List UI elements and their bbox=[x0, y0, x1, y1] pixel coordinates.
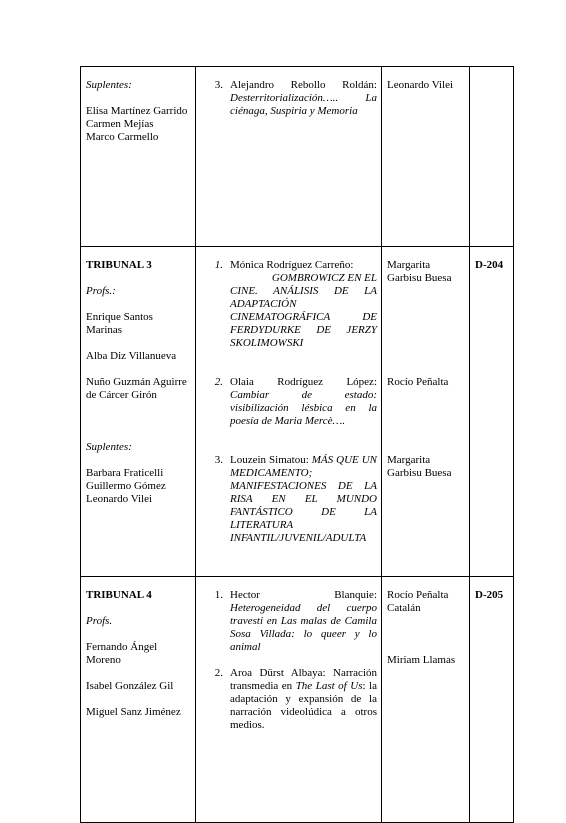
room-code: D-204 bbox=[475, 259, 504, 271]
member-name: Miguel Sanz Jiménez bbox=[86, 706, 181, 718]
author: Aroa Dürst Albaya: Narración transmedia en bbox=[230, 667, 377, 692]
work-title: CINE. ANÁLISIS DE LA ADAPTACIÓN CINEMATOGRÁFICA DE FERDYDURKE DE JERZY SKOLIMOWSKI bbox=[230, 285, 377, 349]
author: Olaia Rodríguez López: bbox=[230, 376, 377, 388]
tutor-name: Rocío Peñalta Catalán bbox=[387, 589, 449, 614]
work-title-rest: : la adaptación y expansión de la narración videolúdica a otros medios. bbox=[230, 680, 377, 731]
room-cell bbox=[470, 67, 514, 247]
work-item bbox=[201, 454, 377, 545]
works-cell bbox=[196, 577, 382, 823]
author: Alejandro Rebollo Roldán: bbox=[230, 79, 377, 91]
item-number: 1. bbox=[214, 259, 223, 271]
suplentes-label: Suplentes: bbox=[86, 79, 132, 91]
item-number: 3. bbox=[214, 79, 223, 91]
member-name: Marco Carmello bbox=[86, 131, 159, 143]
work-item bbox=[201, 79, 377, 118]
member-name: Barbara Fraticelli bbox=[86, 467, 164, 479]
member-name: Enrique Santos Marinas bbox=[86, 311, 153, 336]
tribunal-heading: TRIBUNAL 3 bbox=[86, 259, 152, 271]
works-cell bbox=[196, 247, 382, 577]
room-code: D-205 bbox=[475, 589, 504, 601]
tutor-name: Miriam Llamas bbox=[387, 654, 456, 666]
member-name: Isabel González Gil bbox=[86, 680, 174, 692]
tutor-cell bbox=[382, 67, 470, 247]
member-name: Fernando Ángel Moreno bbox=[86, 641, 158, 666]
tribunal-heading: TRIBUNAL 4 bbox=[86, 589, 152, 601]
author: Louzein Simatou: bbox=[230, 454, 309, 466]
table-row bbox=[81, 67, 514, 247]
item-number: 2. bbox=[214, 667, 223, 679]
member-name: Carmen Mejías bbox=[86, 118, 154, 130]
members-cell bbox=[81, 67, 196, 247]
tutor-name: Leonardo Vilei bbox=[387, 79, 454, 91]
tutor-name: Rocío Peñalta bbox=[387, 376, 449, 388]
work-item bbox=[201, 259, 377, 350]
author: Hector Blanquie: bbox=[230, 589, 377, 601]
tutor-cell bbox=[382, 577, 470, 823]
item-number: 2. bbox=[214, 376, 223, 388]
member-name: Elisa Martínez Garrido bbox=[86, 105, 188, 117]
work-title: Heterogeneidad del cuerpo travesti en Las malas de Camila Sosa Villada: lo queer y lo animal bbox=[230, 602, 377, 653]
item-number: 3. bbox=[214, 454, 223, 466]
room-cell bbox=[470, 247, 514, 577]
work-item bbox=[201, 376, 377, 428]
members-cell bbox=[81, 577, 196, 823]
tutor-name: Margarita Garbisu Buesa bbox=[387, 259, 452, 284]
work-title: The Last of Us bbox=[295, 680, 363, 692]
item-number: 1. bbox=[214, 589, 223, 601]
work-item bbox=[201, 589, 377, 654]
works-cell bbox=[196, 67, 382, 247]
table-row bbox=[81, 577, 514, 823]
tutor-cell bbox=[382, 247, 470, 577]
profs-label: Profs.: bbox=[86, 285, 116, 297]
table-row bbox=[81, 247, 514, 577]
work-title: Cambiar de estado: visibilización lésbica en la poesía de Maria Mercè…. bbox=[230, 389, 377, 427]
member-name: Guillermo Gómez bbox=[86, 480, 166, 492]
member-name: Alba Diz Villanueva bbox=[86, 350, 177, 362]
work-title: MÁS QUE UN MEDICAMENTO; MANIFESTACIONES DE LA RISA EN EL MUNDO FANTÁSTICO DE LA LITERATURA INFANTIL/JUVENIL/ADULTA bbox=[230, 454, 378, 544]
member-name: Leonardo Vilei bbox=[86, 493, 153, 505]
members-cell bbox=[81, 247, 196, 577]
author: Mónica Rodríguez Carreño: bbox=[230, 259, 354, 271]
work-item bbox=[201, 667, 377, 732]
tutor-name: Margarita Garbisu Buesa bbox=[387, 454, 452, 479]
profs-label: Profs. bbox=[86, 615, 113, 627]
work-title: GOMBROWICZ EN EL bbox=[271, 272, 377, 284]
work-title: Desterritorialización….. La ciénaga, Suspiria y Memoria bbox=[230, 92, 377, 117]
member-name: Nuño Guzmán Aguirre de Cárcer Girón bbox=[86, 376, 187, 401]
suplentes-label: Suplentes: bbox=[86, 441, 132, 453]
schedule-table bbox=[80, 66, 514, 823]
room-cell bbox=[470, 577, 514, 823]
